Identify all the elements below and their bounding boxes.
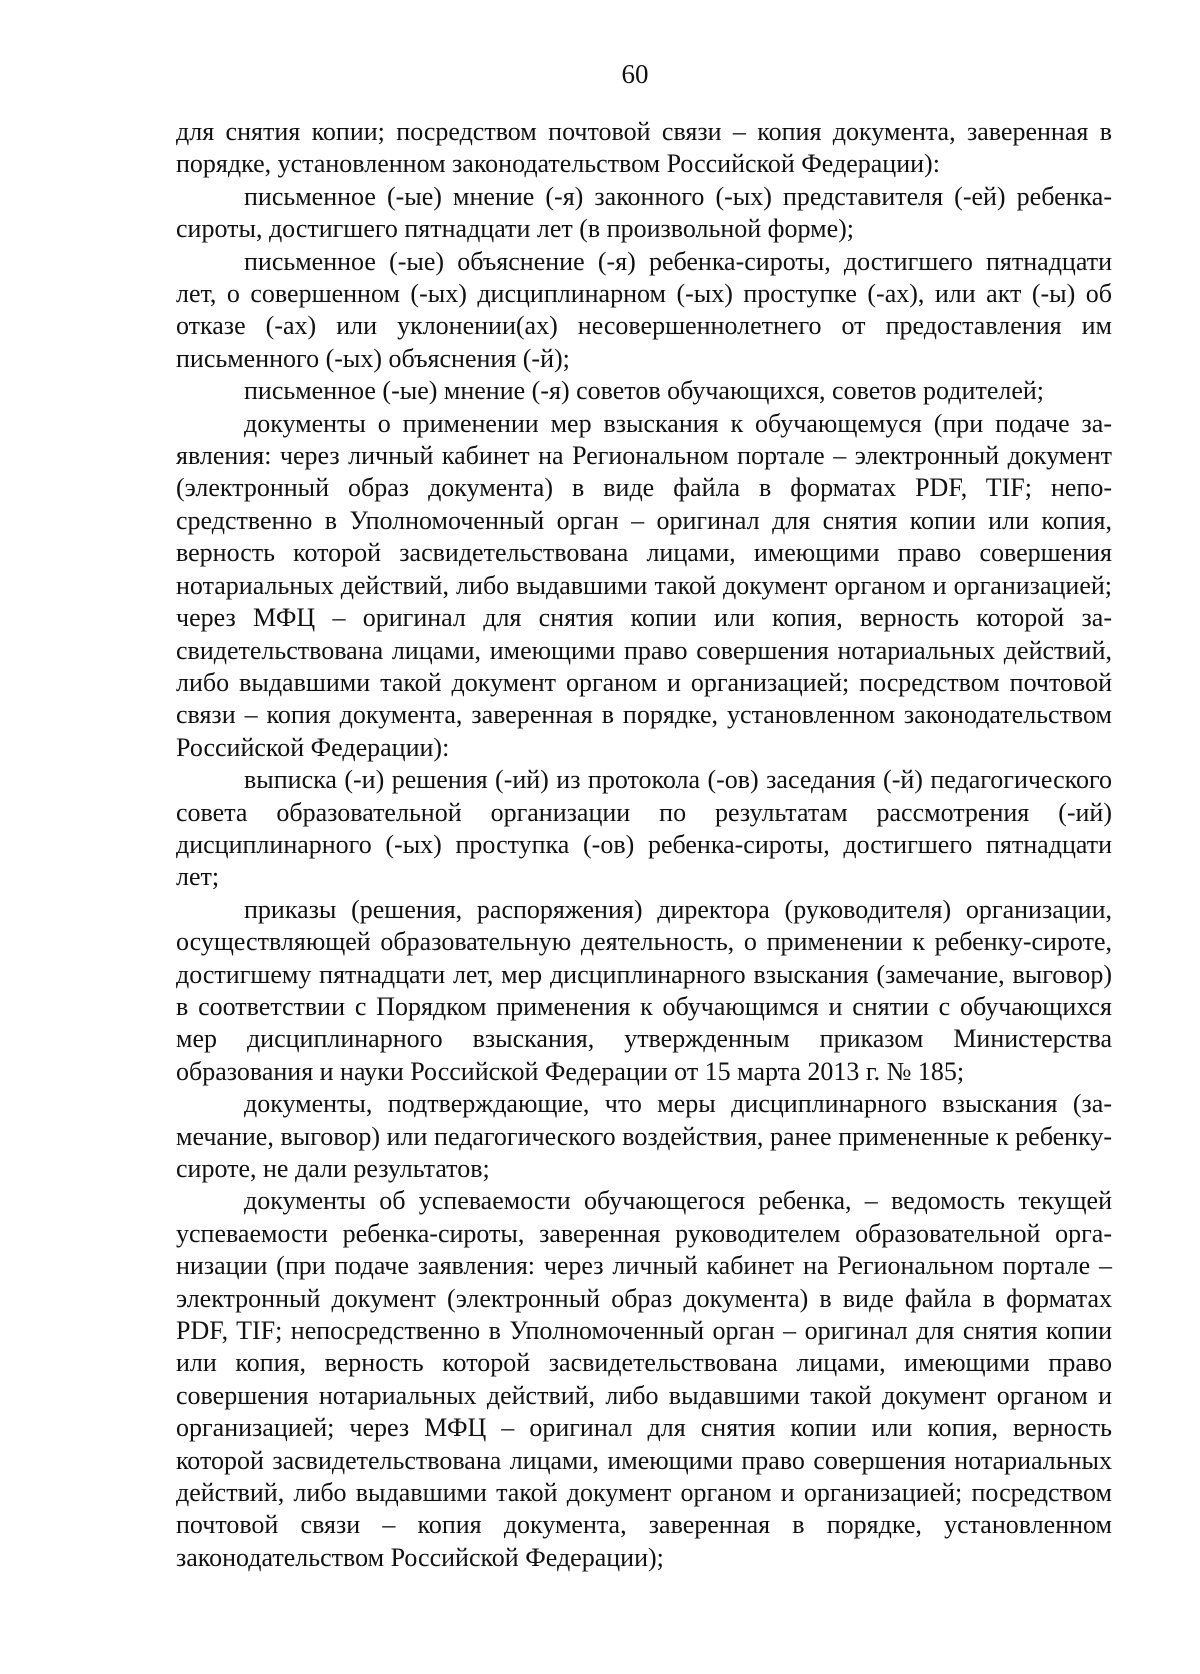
paragraph-continuation: для снятия копии; посредством почтовой связи – копия документа, заверенная в порядке, установленном законодательством Российской Федерации): bbox=[176, 117, 1112, 179]
paragraph-child-explanation: письменное (-ые) объяснение (-я) ребенка-сироты, достигшего пятнадцати лет, о совершенном (-ых) дисциплинарном (-ых) проступке (-ах), или акт (-ы) об отказе (-ах) или уклонении(ах) несовершеннолетнего от предоставления им письменного (-ых) объяснения (-й); bbox=[176, 246, 1112, 373]
paragraph-progress-documents: документы об успеваемости обучающегося ребенка, – ведомость текущей успеваемости ребенка-сироты, заверенная руководителем образовательной организации (при подаче заявления: через личный кабинет на Региональном портале – электронный документ (электронный образ документа) в виде файла в форматах PDF, TIF; непосредственно в Уполномоченный орган – оригинал для снятия копии или копия, верность которой засвидетельствована лицами, имеющими право совершения нотариальных действий, либо выдавшими такой документ органом и организацией; через МФЦ – оригинал для снятия копии или копия, верность которой засвидетельствована лицами, имеющими право совершения нотариальных действий, либо выдавшими такой документ органом и организацией; посредством почтовой связи – копия документа, заверенная в порядке, установленном законодательством Российской Федерации); bbox=[176, 1186, 1112, 1572]
body-text bbox=[176, 116, 1112, 1574]
paragraph-director-orders: приказы (решения, распоряжения) директора (руководителя) организации, осуществляющей образовательную деятельность, о применении к ребенку-сироте, достигшему пятнадцати лет, мер дисциплинарного взыскания (замечание, выговор) в соответствии с Порядком применения к обучающимся и снятии с обучающихся мер дисциплинарного взыскания, утвержденным приказом Министерства образования и науки Российской Федерации от 15 марта 2013 г. № 185; bbox=[176, 894, 1112, 1086]
paragraph-councils-opinion: письменное (-ые) мнение (-я) советов обучающихся, советов родителей; bbox=[244, 376, 1045, 406]
paragraph-guardian-opinion: письменное (-ые) мнение (-я) законного (-ых) представителя (-ей) ребенка-сироты, достигшего пятнадцати лет (в произвольной форме); bbox=[176, 181, 1112, 244]
page-number: 60 bbox=[621, 59, 649, 89]
paragraph-protocol-extract: выписка (-и) решения (-ий) из протокола (-ов) заседания (-й) педагогического совета образовательной организации по результатам рассмотрения (-ий) дисциплинарного (-ых) проступка (-ов) ребенка-сироты, достигшего пятнадцати лет; bbox=[176, 765, 1112, 892]
paragraph-penalty-documents: документы о применении мер взыскания к обучающемуся (при подаче заявления: через личный кабинет на Региональном портале – электронный документ (электронный образ документа) в виде файла в форматах PDF, TIF; непосредственно в Уполномоченный орган – оригинал для снятия копии или копия, верность которой засвидетельствована лицами, имеющими право совершения нотариальных действий, либо выдавшими такой документ органом и организацией; через МФЦ – оригинал для снятия копии или копия, верность которой засвидетельствована лицами, имеющими право совершения нотариальных действий, либо выдавшими такой документ органом и организацией; посредством почтовой связи – копия документа, заверенная в порядке, установленном законодательством Российской Федерации): bbox=[176, 408, 1112, 762]
paragraph-no-results-documents: документы, подтверждающие, что меры дисциплинарного взыскания (замечание, выговор) или педагогического воздействия, ранее примененные к ребенку-сироте, не дали результатов; bbox=[176, 1089, 1112, 1183]
